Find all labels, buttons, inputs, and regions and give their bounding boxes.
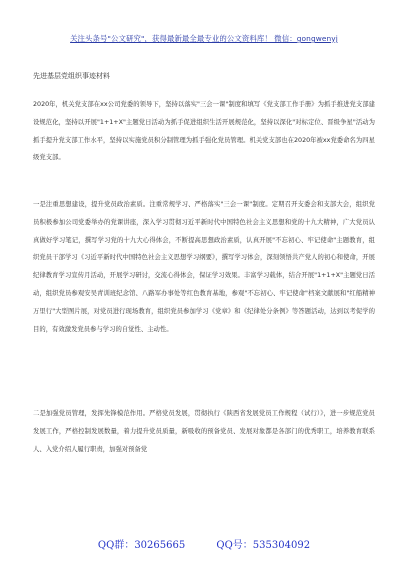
header-banner-link[interactable]: 关注头条号"公文研究"，获得最新最全最专业的公文资料库！ 微信：gongwenyj <box>70 34 338 43</box>
document-title: 先进基层党组织事迹材料 <box>33 72 110 80</box>
paragraph-intro: 2020年，机关党支部在xx公司党委的领导下，坚持以落实"三会一课"制度和填写《党支部工作手册》为抓手推进党支部建设规范化，坚持以开展"1+1+X"主题党日活动为抓手促进组织生活开展规范化，坚持以深化"对标定位、晋级争星"活动为抓手提升党支部工作水平，坚持以实施党员积分制管理为抓手强化党员管理。机关党支部也在2020年被xx党委命名为四星级党支部。 <box>33 101 375 162</box>
paragraph-member-management: 二是加强党员管理，发挥先锋模范作用。严格党员发展，贯彻执行《陕西省发展党员工作规程（试行）》，进一步规范党员发展工作，严格控制发展数量，着力提升党员质量，新吸收的预备党员、发展对象都是各部门的优秀职工，培养教育联系人、入党介绍人履行职责，加强对预备党 <box>33 410 375 453</box>
footer-qq-number: QQ号：535304092 <box>216 540 311 551</box>
paragraph-ideological-building: 一是注重思想建设，提升党员政治素质。注重常规学习、严格落实"三会一课"制度。定期召开支委会和支部大会，组织党员积极参加公司党委举办的党课讲座，深入学习贯彻习近平新时代中国特色社会主义思想和党的十九大精神，广大党员认真做好学习笔记，撰写学习党的十九大心得体会，不断提高思想政治素质，认真开展"不忘初心、牢记使命"主题教育，组织党员干部学习《习近平新时代中国特色社会主义思想学习纲要》，撰写学习体会，深刻领悟共产党人的初心和使命，开展纪律教育学习宣传月活动，开展学习研讨，交流心得体会，保证学习效果。丰富学习载体，结合开展"1+1+X"主题党日活动，组织党员参观安吴青训班纪念馆、八路军办事处等红色教育基地，参观"不忘初心、牢记使命"档案文献展和"红船精神万里行"大型图片展，对党员进行现场教育，组织党员参加学习《党章》和《纪律处分条例》等答题活动，达到以考促学的目的，有效激发党员参与学习的自觉性、主动性。 <box>33 201 375 333</box>
footer-qq-group: QQ群：30265665 <box>97 540 186 551</box>
footer-contact <box>0 536 408 551</box>
